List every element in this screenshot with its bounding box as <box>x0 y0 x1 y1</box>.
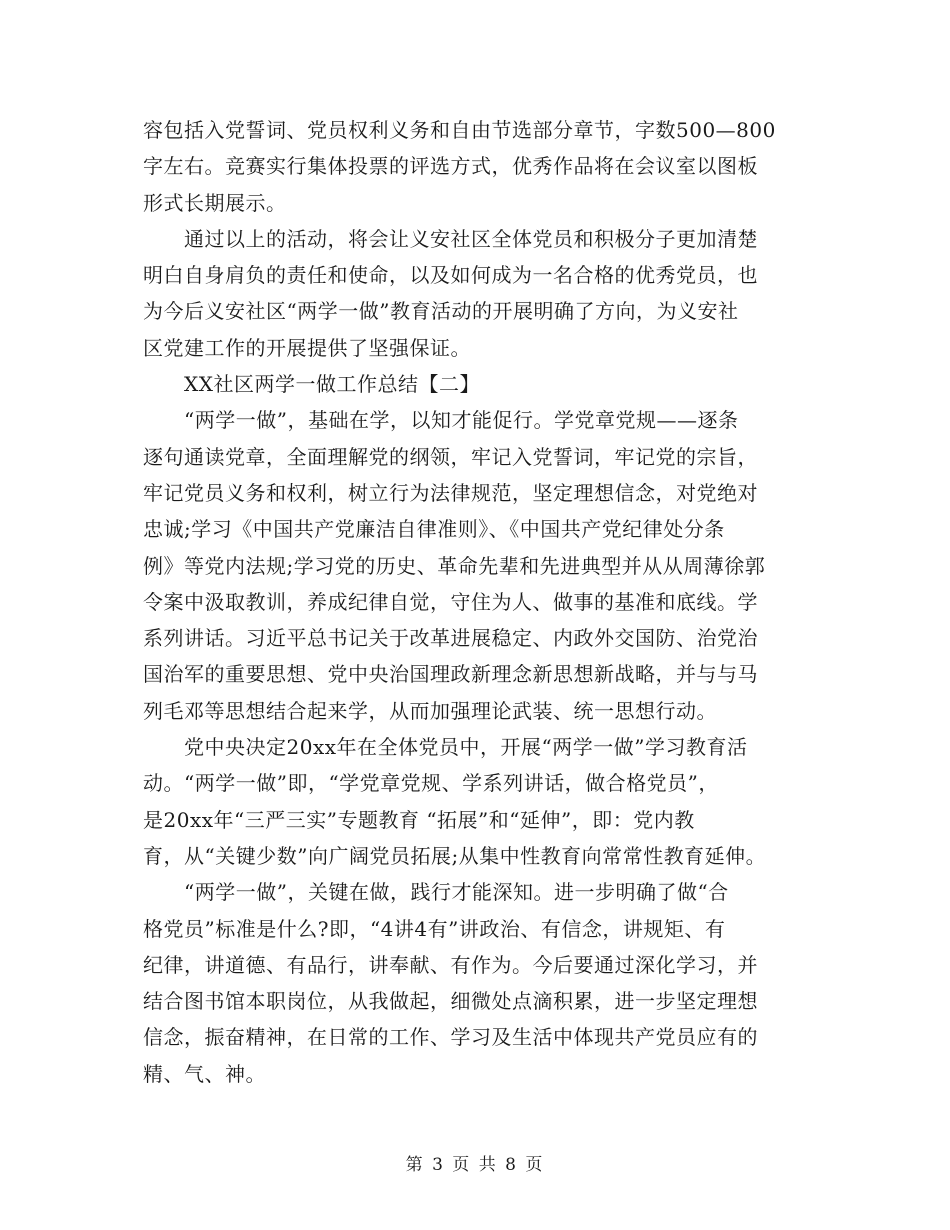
text-line: 形式长期展示。 <box>143 190 287 215</box>
text-line: 结合图书馆本职岗位，从我做起，细微处点滴积累，进一步坚定理想 <box>143 989 758 1014</box>
text-line: 列毛邓等思想结合起来学，从而加强理论武装、统一思想行动。 <box>143 698 717 723</box>
text-line: 忠诚;学习《中国共产党廉洁自律准则》、《中国共产党纪律处分条 <box>143 517 725 542</box>
text-line: 是20xx年“三严三实”专题教育 “拓展”和“延伸”，即：党内教 <box>143 807 695 832</box>
text-line: 逐句通读党章，全面理解党的纲领，牢记入党誓词，牢记党的宗旨， <box>143 444 758 469</box>
text-line: “两学一做”，关键在做，践行才能深知。进一步明确了做“合 <box>143 880 729 905</box>
document-body <box>143 112 843 1092</box>
text-line: 例》等党内法规;学习党的历史、革命先辈和先进典型并从从周薄徐郭 <box>143 553 766 578</box>
text-line: 通过以上的活动，将会让义安社区全体党员和积极分子更加清楚 <box>143 226 758 251</box>
text-line: 牢记党员义务和权利，树立行为法律规范，坚定理想信念，对党绝对 <box>143 480 758 505</box>
text-line: 系列讲话。习近平总书记关于改革进展稳定、内政外交国防、治党治 <box>143 626 758 651</box>
text-line: 区党建工作的开展提供了坚强保证。 <box>143 335 471 360</box>
text-line: 信念，振奋精神，在日常的工作、学习及生活中体现共产党员应有的 <box>143 1025 758 1050</box>
text-line: 明白自身肩负的责任和使命，以及如何成为一名合格的优秀党员，也 <box>143 263 758 288</box>
text-line: 字左右。竞赛实行集体投票的评选方式，优秀作品将在会议室以图板 <box>143 154 758 179</box>
section-heading: XX社区两学一做工作总结【二】 <box>143 372 480 397</box>
text-line: 国治军的重要思想、党中央治国理政新理念新思想新战略，并与与马 <box>143 662 758 687</box>
page-number-footer: 第 3 页 共 8 页 <box>405 1155 545 1175</box>
text-line: 党中央决定20xx年在全体党员中，开展“两学一做”学习教育活 <box>143 735 748 760</box>
text-line: 容包括入党誓词、党员权利义务和自由节选部分章节，字数500—800 <box>143 118 776 142</box>
text-line: 纪律，讲道德、有品行，讲奉献、有作为。今后要通过深化学习，并 <box>143 952 758 977</box>
text-line: 动。“两学一做”即，“学党章党规、学系列讲话，做合格党员”， <box>143 771 719 796</box>
text-line: 精、气、神。 <box>143 1061 266 1086</box>
text-line: 格党员”标准是什么?即，“4讲4有”讲政治、有信念，讲规矩、有 <box>143 916 726 941</box>
text-line: “两学一做”，基础在学，以知才能促行。学党章党规——逐条 <box>143 408 739 433</box>
text-line: 为今后义安社区“两学一做”教育活动的开展明确了方向，为义安社 <box>143 299 739 324</box>
text-line: 令案中汲取教训，养成纪律自觉，守住为人、做事的基准和底线。学 <box>143 589 758 614</box>
text-line: 育，从“关键少数”向广阔党员拓展;从集中性教育向常常性教育延伸。 <box>143 843 767 868</box>
